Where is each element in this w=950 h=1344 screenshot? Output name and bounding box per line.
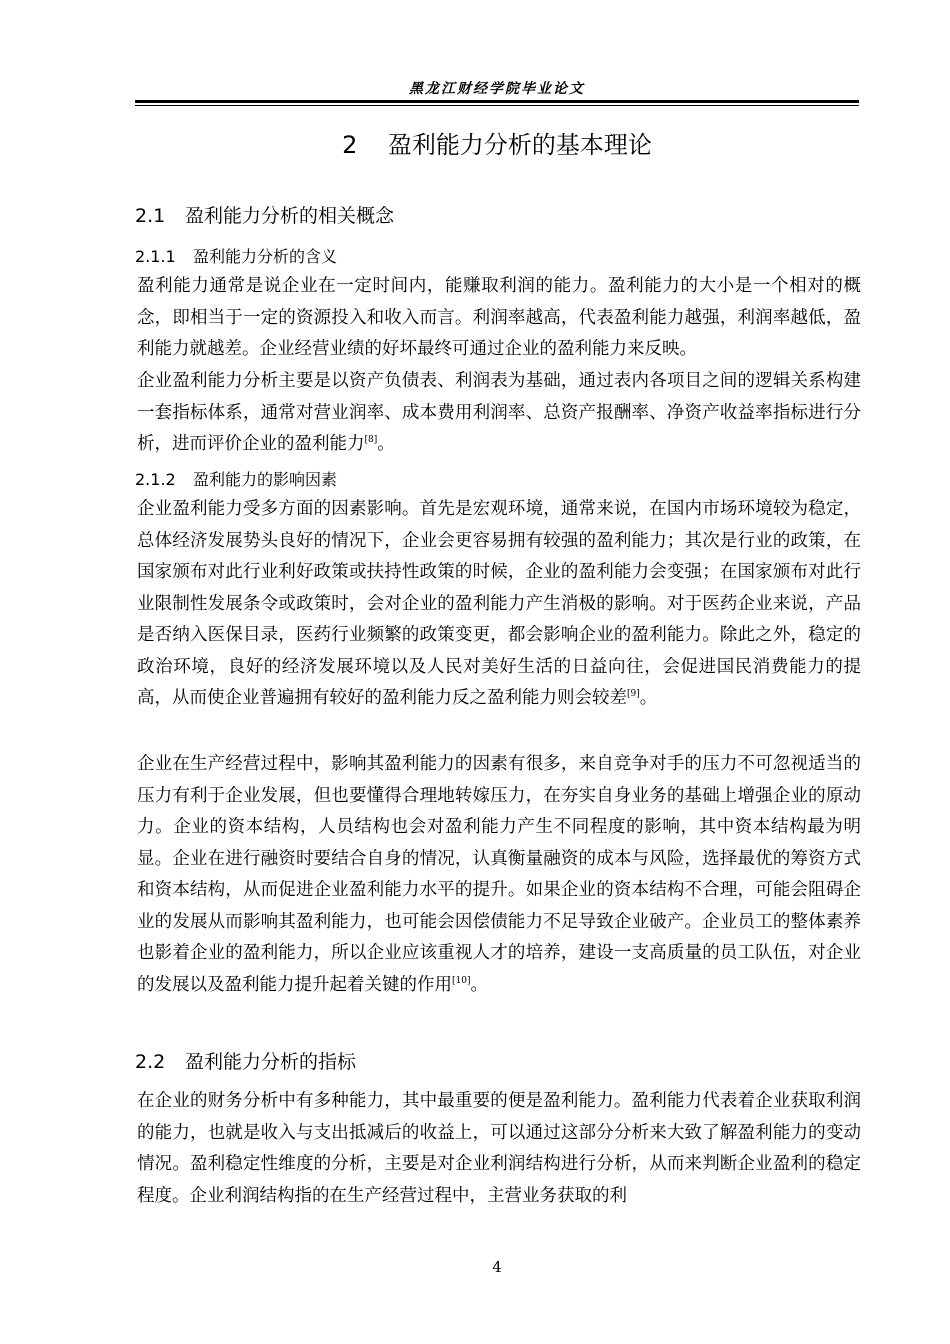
subsection-heading-2-1-2 bbox=[135, 467, 337, 490]
section-number: 2.2 bbox=[135, 1051, 166, 1073]
paragraph-indicators: 在企业的财务分析中有多种能力，其中最重要的便是盈利能力。盈利能力代表着企业获取利润的能力，也就是收入与支出抵减后的收益上，可以通过这部分分析来大致了解盈利能力的变动情况。盈利稳定性维度的分析，主要是对企业利润结构进行分析，从而来判断企业盈利的稳定程度。企业利润结构指的在生产经营过程中，主营业务获取的利 bbox=[137, 1091, 861, 1206]
chapter-title bbox=[135, 125, 859, 160]
subsection-heading-2-1-1 bbox=[135, 244, 337, 267]
paragraph-internal-factors bbox=[137, 749, 861, 1001]
subsection-title: 盈利能力的影响因素 bbox=[193, 470, 338, 489]
section-title: 盈利能力分析的指标 bbox=[185, 1051, 357, 1073]
section-heading-2-1 bbox=[135, 201, 394, 228]
page-header: 黑龙江财经学院毕业论文 bbox=[409, 81, 585, 97]
subsection-title: 盈利能力分析的含义 bbox=[193, 247, 338, 266]
subsection-number: 2.1.2 bbox=[135, 470, 176, 489]
paragraph-end: 。 bbox=[470, 974, 488, 995]
header-rule-thin bbox=[135, 105, 859, 106]
paragraph-macro-factors bbox=[137, 494, 861, 715]
paragraph-text: 企业在生产经营过程中，影响其盈利能力的因素有很多，来自竞争对手的压力不可忽视适当的压力有利于企业发展，但也要懂得合理地转嫁压力，在夯实自身业务的基础上增强企业的原动力。企业的资本结构，人员结构也会对盈利能力产生不同程度的影响，其中资本结构最为明显。企业在进行融资时要结合自身的情况，认真衡量融资的成本与风险，选择最优的筹资方式和资本结构，从而促进企业盈利能力水平的提升。如果企业的资本结构不合理，可能会阻碍企业的发展从而影响其盈利能力，也可能会因偿债能力不足导致企业破产。企业员工的整体素养也影着企业的盈利能力，所以企业应该重视人才的培养，建设一支高质量的员工队伍，对企业的发展以及盈利能力提升起着关键的作用 bbox=[137, 754, 861, 995]
section-title: 盈利能力分析的相关概念 bbox=[185, 205, 395, 227]
subsection-number: 2.1.1 bbox=[135, 247, 176, 266]
paragraph-text: 企业盈利能力受多方面的因素影响。首先是宏观环境，通常来说，在国内市场环境较为稳定，总体经济发展势头良好的情况下，企业会更容易拥有较强的盈利能力；其次是行业的政策，在国家颁布对此行业利好政策或扶持性政策的时候，企业的盈利能力会变强；在国家颁布对此行业限制性发展条令或政策时，会对企业的盈利能力产生消极的影响。对于医药企业来说，产品是否纳入医保目录，医药行业频繁的政策变更，都会影响企业的盈利能力。除此之外，稳定的政治环境，良好的经济发展环境以及人民对美好生活的日益向往，会促进国民消费能力的提高，从而使企业普遍拥有较好的盈利能力反之盈利能力则会较差 bbox=[137, 499, 861, 708]
page-number: 4 bbox=[492, 1258, 502, 1276]
chapter-number: 2 bbox=[342, 131, 358, 159]
header-rule-thick bbox=[135, 100, 859, 103]
paragraph-end: 。 bbox=[377, 434, 395, 454]
citation-ref: [8] bbox=[364, 435, 378, 446]
paragraph-end: 。 bbox=[639, 688, 658, 708]
paragraph-definition: 盈利能力通常是说企业在一定时间内，能赚取利润的能力。盈利能力的大小是一个相对的概念，即相当于一定的资源投入和收入而言。利润率越高，代表盈利能力越强，利润率越低，盈利能力就越差。企业经营业绩的好坏最终可通过企业的盈利能力来反映。 bbox=[137, 276, 861, 359]
paragraph-analysis-basis bbox=[137, 366, 861, 461]
section-heading-2-2 bbox=[135, 1047, 356, 1074]
chapter-title-text: 盈利能力分析的基本理论 bbox=[387, 131, 652, 159]
section-number: 2.1 bbox=[135, 205, 166, 227]
citation-ref: [9] bbox=[627, 689, 640, 700]
citation-ref: [10] bbox=[452, 975, 471, 986]
paragraph-text: 企业盈利能力分析主要是以资产负债表、利润表为基础，通过表内各项目之间的逻辑关系构建一套指标体系，通常对营业润率、成本费用利润率、总资产报酬率、净资产收益率指标进行分析，进而评价企业的盈利能力 bbox=[137, 371, 861, 454]
